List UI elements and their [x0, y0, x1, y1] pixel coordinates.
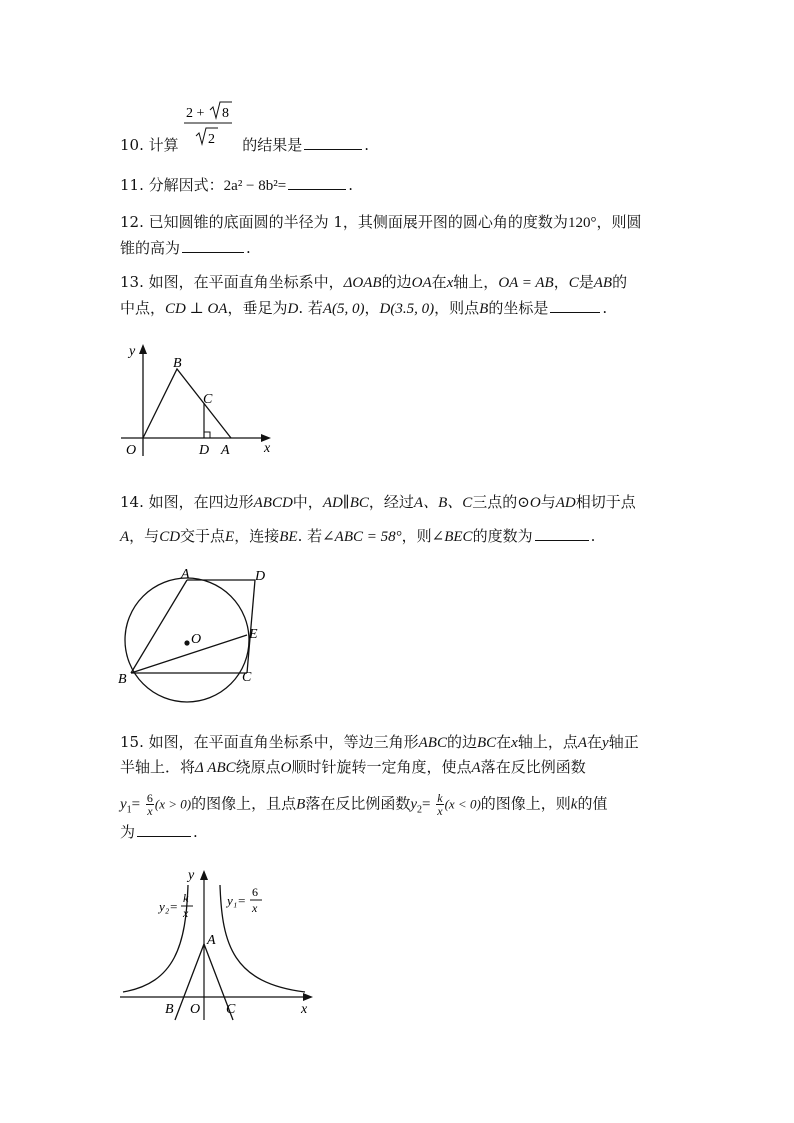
q10-frac-num-2: 2 + [186, 106, 205, 121]
q12-line-1: 12. 已知圆锥的底面圆的半径为 1，其侧面展开图的圆心角的度数为120°，则圆 [120, 213, 642, 231]
q13-label-x: x [264, 441, 271, 456]
q13-label-b: B [173, 356, 182, 371]
q14-segment-be [131, 635, 247, 673]
q14-label-a: A [181, 567, 190, 582]
q10-line: 10. 计算 的结果是 . [120, 136, 370, 154]
q14-line-1: 14. 如图，在四边形ABCD中，AD∥BC，经过A、B、C三点的⊙O与AD相切于点 [120, 493, 636, 511]
q13-y-arrow [139, 344, 147, 354]
q15-label-a: A [207, 933, 216, 948]
q15-line-2: 半轴上．将Δ ABC绕原点O顺时针旋转一定角度，使点A落在反比例函数 [120, 758, 586, 776]
q15-label-x: x [301, 1002, 308, 1017]
q13-label-d: D [199, 443, 210, 458]
q12-angle: 120° [567, 215, 597, 231]
q11-prefix: 分解因式： [148, 176, 224, 194]
q15-label-x-den: x [183, 906, 189, 920]
q11-expression: 2a² − 8b²= [223, 178, 287, 194]
answer-blank-15[interactable] [137, 822, 191, 837]
answer-blank-13[interactable] [550, 298, 600, 313]
q11-number: 11. [120, 176, 144, 194]
q14-label-c: C [242, 670, 252, 685]
q15-label-k: k [183, 891, 189, 905]
q15-y-arrow [200, 870, 208, 880]
q14-label-o: O [191, 632, 202, 647]
answer-blank-12[interactable] [182, 238, 244, 253]
q15-figure [115, 865, 325, 1025]
q15-label-y1: y₁= [227, 893, 247, 908]
answer-blank-10[interactable] [304, 135, 362, 150]
q15-curve-y2 [123, 885, 188, 992]
q15-label-6: 6 [252, 885, 258, 899]
q13-triangle-oab [143, 369, 231, 438]
q10-frac-den-rad: 2 [208, 132, 215, 147]
q13-label-a: A [221, 443, 230, 458]
q10-prefix: 计算 [148, 136, 179, 154]
q15-label-y: y [188, 868, 195, 883]
q13-line-1: 13. 如图，在平面直角坐标系中，ΔOAB的边OA在x轴上，OA = AB，C是AB的 [120, 273, 628, 291]
q15-label-o: O [190, 1002, 201, 1017]
answer-blank-14[interactable] [535, 526, 589, 541]
q14-figure [115, 565, 285, 695]
q10-suffix: 的结果是 [242, 136, 303, 154]
q15-fraction-k-over-x: $\frac{k}{x}$ [437, 791, 443, 818]
q13-line-2: 中点，CD ⊥ OA，垂足为D. 若A(5, 0)，D(3.5, 0)，则点B的坐标是 . [120, 299, 608, 317]
answer-blank-11[interactable] [288, 175, 346, 190]
q13-label-o: O [126, 443, 137, 458]
q15-label-x-den-1: x [252, 901, 258, 915]
q15-label-y2: y₂= [159, 899, 179, 914]
q13-right-angle-mark [204, 432, 210, 438]
q14-label-b: B [118, 672, 127, 687]
q15-label-c: C [226, 1002, 236, 1017]
q14-label-e: E [249, 627, 258, 642]
q12-line-2: 锥的高为 . [120, 239, 251, 257]
q14-center-dot [184, 640, 189, 645]
q15-x-arrow [303, 993, 313, 1001]
q15-line-4: 为 . [120, 823, 198, 841]
q10-number: 10. [120, 136, 144, 154]
q14-line-2: A，与CD交于点E，连接BE. 若∠ABC = 58°，则∠BEC的度数为 . [120, 527, 596, 545]
q15-line-3: $y_1=$ $\frac{6}{x}$ (x > 0)的图像上，且点B落在反比例函数$y_2=$ $\frac{k}{x}$ (x < 0)的图像上，则k的值 [120, 791, 608, 818]
q13-figure [115, 338, 285, 468]
q15-fraction-6-over-x: $\frac{6}{x}$ [146, 791, 153, 818]
q14-segment-ab [131, 580, 187, 673]
question-11: 11. 分解因式：2a² − 8b²= . [120, 176, 354, 194]
q15-label-b: B [165, 1002, 174, 1017]
q14-label-d: D [255, 569, 266, 584]
q15-line-1: 15. 如图，在平面直角坐标系中，等边三角形ABC的边BC在x轴上，点A在y轴正 [120, 733, 639, 751]
q13-label-c: C [203, 392, 213, 407]
q13-label-y: y [129, 344, 136, 359]
q10-frac-num-rad: 8 [222, 106, 229, 121]
